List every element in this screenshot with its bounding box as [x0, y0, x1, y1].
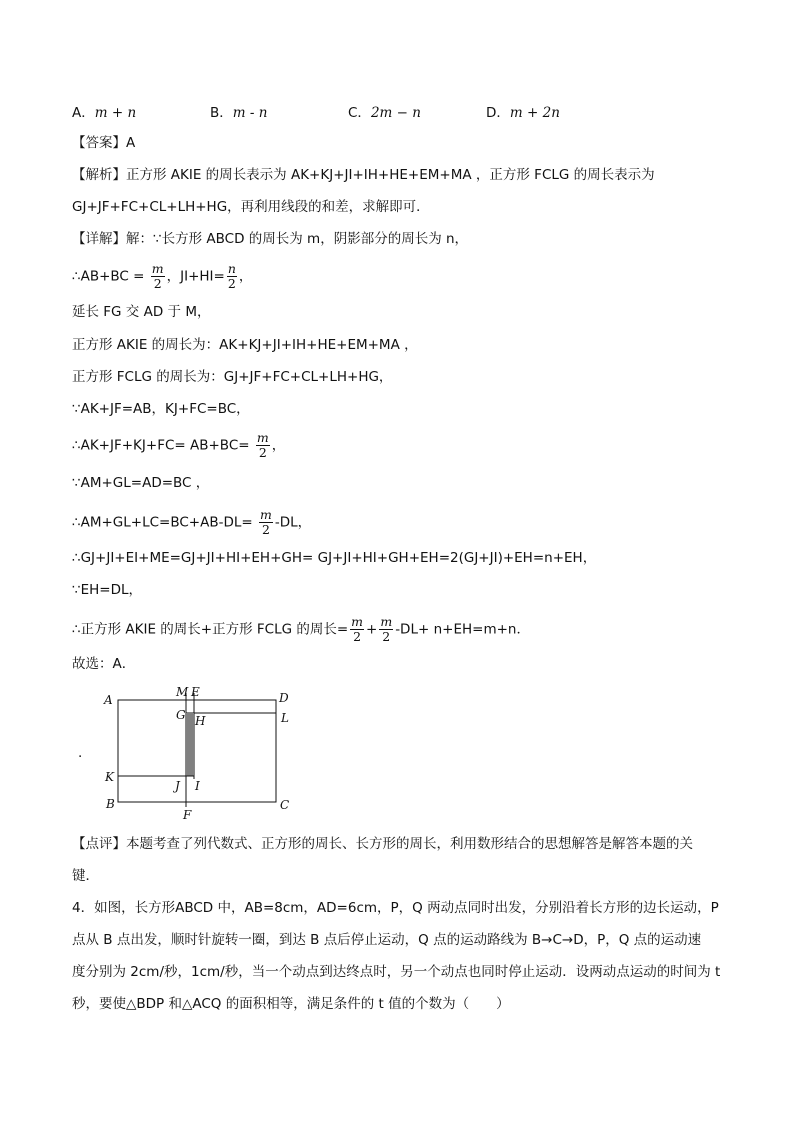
detail-so-2: [72, 508, 311, 537]
label-a: A: [104, 693, 113, 707]
detail-so-1: [72, 431, 285, 460]
final-plus: +: [366, 621, 378, 638]
eq1-end: ，: [238, 268, 253, 285]
fraction-n-over-2: [227, 262, 237, 291]
final-end: -DL+ n+EH=m+n．: [395, 621, 530, 638]
option-b-expr: m - n: [232, 105, 268, 121]
detail-choose: 故选：A．: [72, 656, 136, 672]
frac-den: 2: [379, 629, 393, 644]
detail-so-3: ∴GJ+JI+EI+ME=GJ+JI+HI+EH+GH= GJ+JI+HI+GH+EH=2(GJ+JI)+EH=n+EH，: [72, 550, 597, 566]
label-b: B: [106, 797, 115, 811]
option-b-letter: B．: [210, 105, 233, 121]
label-l: L: [281, 711, 289, 725]
option-d-expr: m + 2n: [509, 105, 560, 121]
detail-perim-fclg: 正方形 FCLG 的周长为：GJ+JF+FC+CL+LH+HG，: [72, 369, 393, 385]
detail-since-3: ∵EH=DL，: [72, 582, 142, 598]
fraction-m-over-2: [379, 615, 393, 644]
eq1-mid: ，JI+HI=: [166, 268, 225, 285]
frac-den: 2: [256, 445, 270, 460]
analysis-line-1: 【解析】正方形 AKIE 的周长表示为 AK+KJ+JI+IH+HE+EM+MA ，正方形 FCLG 的周长表示为: [72, 167, 655, 183]
frac-num: m: [260, 507, 272, 522]
question4-line-1: 4．如图，长方形ABCD 中，AB=8cm，AD=6cm，P，Q 两动点同时出发，分别沿着长方形的边长运动，P: [72, 900, 719, 916]
frac-den: 2: [350, 629, 364, 644]
analysis-line-2: GJ+JF+FC+CL+LH+HG，再利用线段的和差，求解即可．: [72, 199, 430, 215]
so1-end: ，: [271, 437, 286, 454]
frac-den: 2: [259, 522, 273, 537]
label-c: C: [280, 798, 290, 812]
frac-den: 2: [227, 276, 236, 291]
option-a: [72, 101, 136, 121]
label-h: H: [195, 714, 206, 728]
label-m: M: [176, 685, 189, 699]
frac-num: m: [351, 614, 364, 629]
frac-num: m: [151, 261, 164, 276]
detail-intro: 【详解】解：∵长方形 ABCD 的周长为 m，阴影部分的周长为 n，: [72, 231, 469, 247]
question4-line-2: 点从 B 点出发，顺时针旋转一圈，到达 B 点后停止运动，Q 点的运动路线为 B→C→D，P，Q 点的运动速: [72, 932, 702, 948]
option-c-letter: C．: [348, 105, 371, 121]
label-g: G: [176, 708, 186, 722]
frac-num: m: [256, 430, 269, 445]
eq1-left: ∴AB+BC =: [72, 268, 145, 285]
option-d-letter: D．: [486, 105, 510, 121]
answer-line: 【答案】A: [72, 135, 136, 151]
option-a-letter: A．: [72, 105, 95, 121]
detail-since-2: ∵AM+GL=AD=BC ，: [72, 475, 210, 491]
label-d: D: [279, 691, 289, 705]
label-f: F: [183, 808, 192, 822]
so1-left: ∴AK+JF+KJ+FC= AB+BC=: [72, 437, 250, 454]
label-i: I: [195, 779, 200, 793]
label-k: K: [105, 770, 114, 784]
option-d: [486, 101, 560, 121]
fraction-m-over-2: [151, 262, 165, 291]
detail-since-1: ∵AK+JF=AB，KJ+FC=BC，: [72, 401, 250, 417]
so2-left: ∴AM+GL+LC=BC+AB-DL=: [72, 514, 253, 531]
frac-num: n: [227, 261, 236, 276]
label-e: E: [191, 685, 200, 699]
detail-final: [72, 615, 530, 644]
option-c-expr: 2m − n: [370, 105, 421, 121]
final-left: ∴正方形 AKIE 的周长+正方形 FCLG 的周长=: [72, 621, 349, 638]
figure-dot: .: [78, 745, 83, 761]
label-j: J: [175, 779, 180, 793]
detail-extend: 延长 FG 交 AD 于 M，: [72, 304, 211, 320]
so2-end: -DL，: [274, 514, 312, 531]
geometry-figure: [98, 683, 308, 823]
question4-line-3: 度分别为 2cm/秒，1cm/秒，当一个动点到达终点时，另一个动点也同时停止运动．设两动点运动的时间为 t: [72, 964, 721, 980]
option-a-expr: m + n: [94, 105, 137, 121]
comment-line-2: 键．: [72, 868, 99, 884]
fraction-m-over-2: [259, 508, 273, 537]
frac-den: 2: [151, 276, 165, 291]
fraction-m-over-2: [256, 431, 270, 460]
detail-eq1: [72, 262, 252, 291]
detail-perim-akie: 正方形 AKIE 的周长为：AK+KJ+JI+IH+HE+EM+MA ，: [72, 337, 418, 353]
fraction-m-over-2: [350, 615, 364, 644]
option-b: [210, 101, 267, 121]
frac-num: m: [380, 614, 393, 629]
shaded-strip: [186, 713, 194, 776]
question4-line-4: 秒，要使△BDP 和△ACQ 的面积相等，满足条件的 t 值的个数为（ ）: [72, 996, 510, 1012]
comment-line-1: 【点评】本题考查了列代数式、正方形的周长、长方形的周长，利用数形结合的思想解答是解答本题的关: [72, 836, 693, 852]
option-c: [348, 101, 421, 121]
